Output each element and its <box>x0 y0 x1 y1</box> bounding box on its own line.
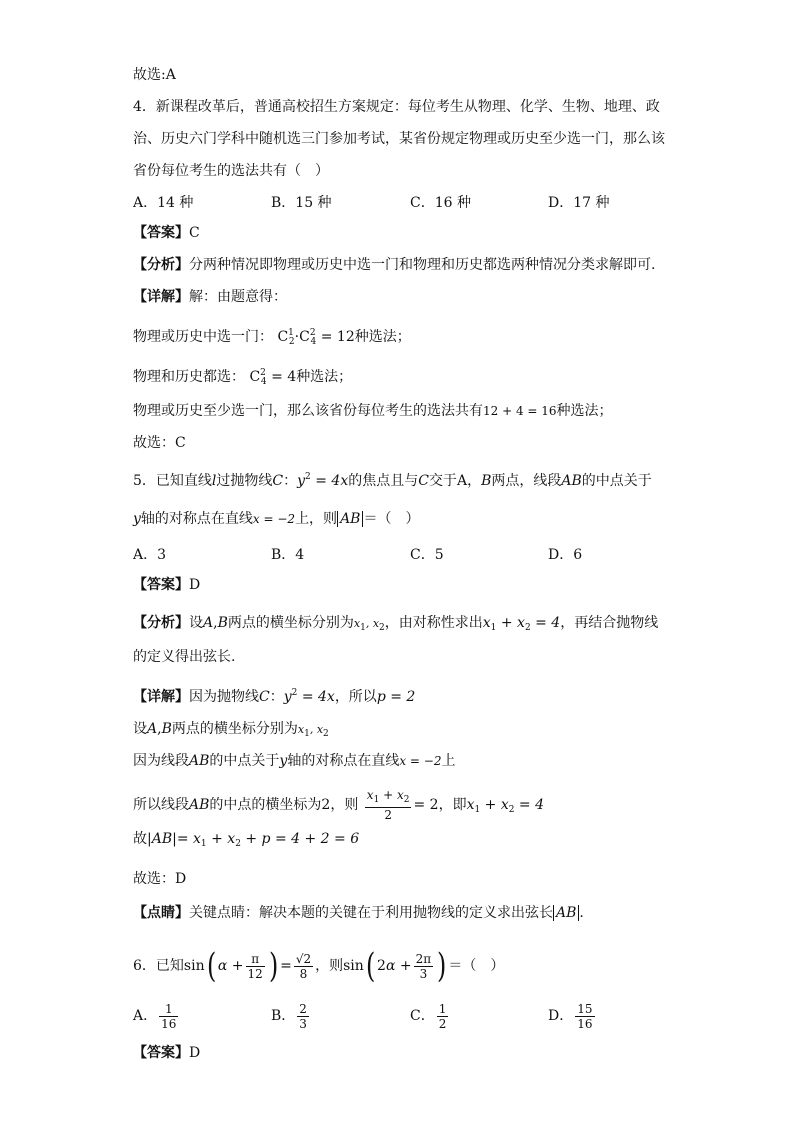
abs-AB: AB <box>553 905 579 921</box>
line-equation: x = −2 <box>252 512 296 526</box>
sum-equation: $x_1 + x_2 = 4$ <box>466 797 545 815</box>
sin-expression-2: sin( 2α + $\frac{2\pi}{3}$ ) <box>343 946 447 986</box>
stem-text: ＝（ ） <box>363 511 420 527</box>
detail-text: 所以线段 <box>133 797 189 813</box>
parabola-equation: $y^2 = 4x$ <box>297 472 349 489</box>
q4-analysis <box>133 256 655 274</box>
q4-option-d: D．17 种 <box>548 195 610 211</box>
q5-option-b: B．4 <box>271 547 305 563</box>
analysis-tag: 【分析】 <box>133 615 189 631</box>
stem-text: 5．已知直线 <box>133 473 212 489</box>
answer-tag: 【答案】 <box>133 1045 189 1061</box>
detail-tag: 【详解】 <box>133 289 189 305</box>
math-y: y <box>133 511 141 527</box>
math-B: B <box>161 721 172 737</box>
detail-text: 的中点关于 <box>209 753 280 769</box>
math-AB: A <box>147 721 158 737</box>
analysis-text: ，再结合抛物线 <box>560 615 659 631</box>
option-numerator: 2 <box>299 1001 307 1016</box>
q4-stem-line-2: 治、历史六门学科中随机选三门参加考试，某省份规定物理或历史至少选一门，那么该 <box>133 131 665 147</box>
q6-option-c <box>410 1000 450 1032</box>
q4-answer <box>133 224 200 242</box>
q6-stem: 6．已知sin( α + $\frac{\pi}{12}$ ) = $\frac{√2}{8}$ ，则sin( 2α + $\frac{2\pi}{3}$ ) ＝（ ） <box>133 946 505 986</box>
detail-text: 物理和历史都选： <box>133 369 245 385</box>
q6-option-d <box>548 1000 597 1032</box>
math-l: l <box>211 473 217 489</box>
answer-value: C <box>189 225 200 241</box>
option-prefix: A． <box>133 1008 158 1024</box>
answer-tag: 【答案】 <box>133 225 189 241</box>
detail-text: 种选法； <box>296 369 353 385</box>
detail-text: 轴的对称点在直线 <box>287 753 400 769</box>
math-C: C <box>272 473 284 489</box>
sqrt2-over-8: $\frac{√2}{8}$ <box>295 951 312 981</box>
math-AB: A <box>203 615 214 631</box>
math-x1-x2: $x_1$, $x_2$ <box>353 617 385 633</box>
option-numerator: 1 <box>438 1001 447 1016</box>
p-equation: p = 2 <box>376 689 416 705</box>
stem-text: 交于 <box>428 473 457 489</box>
detail-text: 解：由题意得： <box>189 289 287 305</box>
analysis-text: 设 <box>189 615 203 631</box>
parabola-equation: $y^2 = 4x$ <box>283 688 335 705</box>
detail-text: ，所以 <box>334 689 377 705</box>
chord-length-formula: $|AB|= x_1 + x_2 + p = 4 + 2 = 6$ <box>147 831 360 849</box>
analysis-text: ，由对称性求出 <box>384 615 483 631</box>
analysis-text: 分两种情况即物理或历史中选一门和物理和历史都选两种情况分类求解即可. <box>189 257 656 273</box>
detail-text: 两点的横坐标分别为 <box>171 721 298 737</box>
option-prefix: B． <box>271 1008 296 1024</box>
q5-note: 【点睛】关键点睛：解决本题的关键在于利用抛物线的定义求出弦长 AB . <box>133 905 584 921</box>
stem-text: 的中点关于 <box>581 473 652 489</box>
stem-text: ，则 <box>315 958 344 974</box>
detail-text: 物理或历史至少选一门，那么该省份每位考生的选法共有 <box>133 403 483 419</box>
detail-text: ，即 <box>438 797 467 813</box>
detail-text: 因为线段 <box>133 753 189 769</box>
option-denominator: 3 <box>299 1016 307 1031</box>
detail-text: 的中点的横坐标为 <box>209 797 322 813</box>
q4-stem-line-1: 4．新课程改革后，普通高校招生方案规定：每位考生从物理、化学、生物、地理、政 <box>133 99 660 115</box>
q5-detail-line-4: 所以线段AB的中点的横坐标为2，则 $\frac{x_1 + x_2}{2}$ = 2，即$x_1 + x_2 = 4$ <box>133 788 545 822</box>
q4-detail-line-4 <box>133 402 613 420</box>
option-prefix: C． <box>410 1008 435 1024</box>
line-equation: x = −2 <box>399 754 442 768</box>
q5-option-a: A．3 <box>133 547 167 563</box>
abs-AB: AB <box>337 511 363 527</box>
detail-text: 设 <box>133 721 147 737</box>
q4-conclusion: 故选：C <box>133 435 186 451</box>
q6-option-b <box>271 1000 311 1032</box>
math-B: B <box>481 473 492 489</box>
q4-option-c: C．16 种 <box>410 195 471 211</box>
note-text: 关键点睛：解决本题的关键在于利用抛物线的定义求出弦长 <box>189 905 553 921</box>
math-C: C <box>259 689 270 705</box>
stem-text: 6．已知 <box>133 958 184 974</box>
stem-text: 轴的对称点在直线 <box>140 511 253 527</box>
combination-formula: $C^1_2\cdot C^2_4 = 12$ <box>277 328 355 347</box>
stem-text: 的焦点且与 <box>348 473 419 489</box>
q5-option-c: C．5 <box>410 547 444 563</box>
stem-text: 两点，线段 <box>491 473 562 489</box>
note-tag: 【点睛】 <box>133 905 189 921</box>
option-prefix: D． <box>548 1008 574 1024</box>
math-C: C <box>418 473 429 489</box>
previous-answer-line: 故选:A <box>133 67 176 83</box>
option-denominator: 16 <box>577 1016 593 1031</box>
analysis-text: 两点的横坐标分别为 <box>227 615 354 631</box>
sum-formula: 12 + 4 = 16 <box>483 404 557 418</box>
answer-value: D <box>189 1045 201 1061</box>
detail-text: 故 <box>133 831 147 847</box>
q4-detail-line-1 <box>133 288 287 306</box>
q5-detail-line-1: 【详解】因为抛物线C：$y^2 = 4x$，所以p = 2 <box>133 688 416 705</box>
q5-detail-line-2: 设A,B两点的横坐标分别为$x_1$, $x_2$ <box>133 721 329 739</box>
q5-stem-line-2 <box>133 510 419 528</box>
answer-value: D <box>189 577 201 593</box>
math-AB: AB <box>189 797 210 813</box>
q4-detail-line-3 <box>133 364 352 391</box>
stem-text: 过抛物线 <box>216 473 273 489</box>
q5-detail-line-3 <box>133 752 455 770</box>
math-AB: AB <box>189 753 210 769</box>
math-B: B <box>217 615 228 631</box>
analysis-tag: 【分析】 <box>133 257 189 273</box>
detail-text: 上 <box>441 753 456 769</box>
math-A: A <box>456 473 468 489</box>
option-denominator: 16 <box>161 1016 177 1031</box>
sin-expression-1: sin( α + $\frac{\pi}{12}$ ) <box>183 946 279 986</box>
q5-conclusion: 故选：D <box>133 871 187 887</box>
detail-tag: 【详解】 <box>133 689 189 705</box>
math-x1-x2: $x_1$, $x_2$ <box>297 723 329 739</box>
midpoint-fraction: $\frac{x_1 + x_2}{2}$ <box>366 788 410 822</box>
q5-answer <box>133 576 200 594</box>
option-numerator: 1 <box>159 1002 178 1017</box>
detail-text: 物理或历史中选一门： <box>133 329 273 345</box>
q6-option-a <box>133 1000 180 1032</box>
stem-text: ＝（ ） <box>448 958 505 974</box>
detail-text: 种选法； <box>354 329 411 345</box>
stem-text: 上，则 <box>295 511 338 527</box>
q5-option-d: D．6 <box>548 547 583 563</box>
detail-text: 种选法； <box>556 403 613 419</box>
sum-equation: $x_1 + x_2 = 4$ <box>482 615 561 633</box>
option-denominator: 2 <box>438 1016 447 1031</box>
combination-formula: $C^2_4 = 4$ <box>249 368 297 387</box>
q6-answer <box>133 1044 200 1062</box>
detail-text: 因为抛物线 <box>189 689 259 705</box>
math-AB: AB <box>561 473 582 489</box>
option-numerator: 15 <box>577 1001 593 1016</box>
q4-stem-line-3: 省份每位考生的选法共有（ ） <box>133 163 329 179</box>
detail-text: 2，则 <box>321 797 359 813</box>
q5-analysis-line-2: 的定义得出弦长. <box>133 649 236 665</box>
q5-analysis-line-1: 【分析】设A,B两点的横坐标分别为$x_1$, $x_2$，由对称性求出$x_1 + x_2 = 4$，再结合抛物线 <box>133 615 659 633</box>
q4-detail-line-2 <box>133 324 411 351</box>
q5-detail-line-5 <box>133 830 359 853</box>
q4-option-b: B．15 种 <box>271 195 332 211</box>
q4-option-a: A．14 种 <box>133 195 194 211</box>
math-y: y <box>279 753 288 769</box>
answer-tag: 【答案】 <box>133 577 189 593</box>
q5-stem-line-1: 5．已知直线l过抛物线C：$y^2 = 4x$的焦点且与C交于A，B两点，线段AB的中点关于 <box>133 472 652 489</box>
